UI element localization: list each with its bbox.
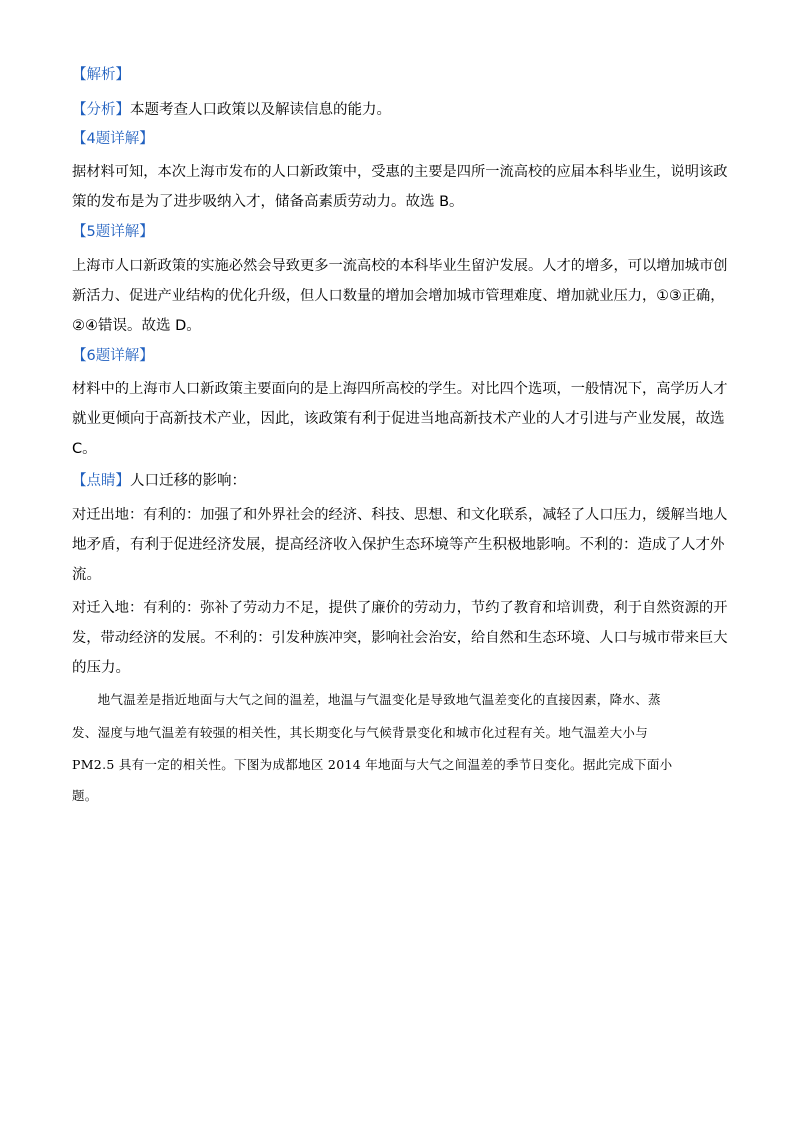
material-line-3: PM2.5 具有一定的相关性。下图为成都地区 2014 年地面与大气之间温差的季节日变化。据此完成下面小 [72,757,673,772]
q4-heading: 【4题详解】 [72,131,154,147]
q6-heading: 【6题详解】 [72,348,154,364]
q6-line-3: C。 [72,441,97,457]
dianjing-label: 【点睛】 [72,473,130,489]
out-line-1: 对迁出地：有利的：加强了和外界社会的经济、科技、思想、和文化联系，减轻了人口压力，缓解当地人 [72,507,728,523]
fenxi-text: 本题考查人口政策以及解读信息的能力。 [130,102,391,118]
in-line-3: 的压力。 [72,660,130,676]
q5-line-1: 上海市人口新政策的实施必然会导致更多一流高校的本科毕业生留沪发展。人才的增多，可以增加城市创 [72,258,728,274]
q6-line-2: 就业更倾向于高新技术产业，因此，该政策有利于促进当地高新技术产业的人才引进与产业发展，故选 [72,411,725,427]
in-line-1: 对迁入地：有利的：弥补了劳动力不足，提供了廉价的劳动力，节约了教育和培训费，利于自然资源的开 [72,600,728,616]
out-line-3: 流。 [72,567,101,583]
material-line-2: 发、湿度与地气温差有较强的相关性，其长期变化与气候背景变化和城市化过程有关。地气温差大小与 [72,725,649,740]
q5-heading: 【5题详解】 [72,224,154,240]
analysis-heading: 【解析】 [72,67,130,83]
q4-line-2: 策的发布是为了进步吸纳入才，储备高素质劳动力。故选 B。 [72,194,464,210]
fenxi-line [72,100,391,120]
material-line-1: 地气温差是指近地面与大气之间的温差，地温与气温变化是导致地气温差变化的直接因素，降水、蒸 [72,692,661,707]
fenxi-label: 【分析】 [72,102,130,118]
dianjing-line [72,471,246,491]
q5-line-2: 新活力、促进产业结构的优化升级，但人口数量的增加会增加城市管理难度、增加就业压力，①③正确， [72,288,725,304]
dianjing-title: 人口迁移的影响： [130,473,246,489]
q5-line-3: ②④错误。故选 D。 [72,318,201,334]
out-line-2: 地矛盾，有利于促进经济发展，提高经济收入保护生态环境等产生积极地影响。不利的：造成了人才外 [72,537,725,553]
in-line-2: 发，带动经济的发展。不利的：引发种族冲突，影响社会治安，给自然和生态环境、人口与城市带来巨大 [72,630,728,646]
q4-line-1: 据材料可知，本次上海市发布的人口新政策中，受惠的主要是四所一流高校的应届本科毕业生，说明该政 [72,164,728,180]
material-line-4: 题。 [72,788,98,803]
q6-line-1: 材料中的上海市人口新政策主要面向的是上海四所高校的学生。对比四个选项，一般情况下，高学历人才 [72,381,728,397]
